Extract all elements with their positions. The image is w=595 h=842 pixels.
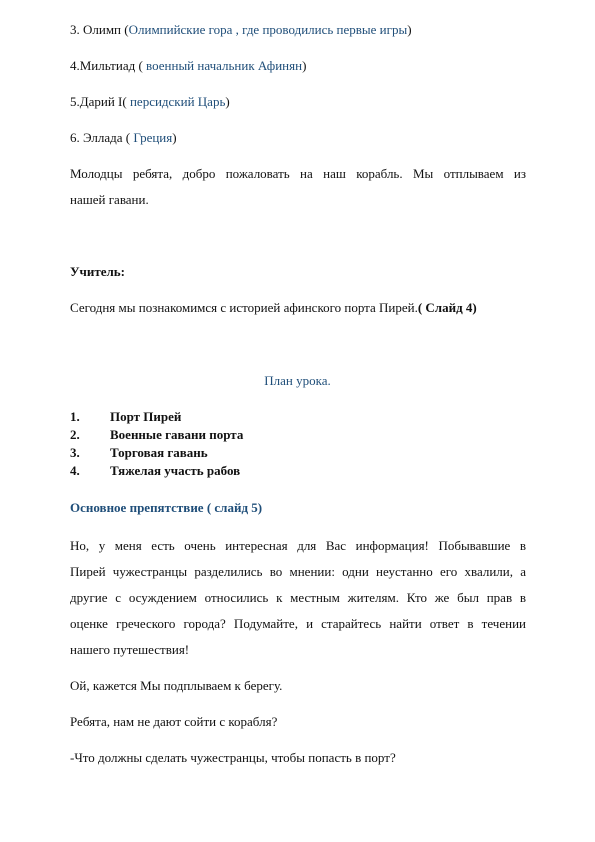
definition-darius: персидский Царь bbox=[129, 94, 226, 109]
plan-item: 4. Тяжелая участь рабов bbox=[70, 463, 241, 478]
teacher-label: Учитель: bbox=[70, 264, 126, 279]
paragraph-line: нашего путешествия! bbox=[70, 642, 190, 657]
slide-ref-4: ( Слайд 4) bbox=[417, 300, 477, 315]
paragraph-line: Пирей чужестранцы разделились во мнении: одни неустанно его хвалили, а bbox=[70, 564, 526, 579]
list-item-olimp: 3. Олимп (Олимпийские гора , где проводились первые игры) bbox=[70, 22, 412, 37]
list-item-miltiad: 4.Мильтиад ( военный начальник Афинян) bbox=[70, 58, 307, 73]
intro-line: Сегодня мы познакомимся с историей афинского порта Пирей.( Слайд 4) bbox=[70, 300, 477, 315]
obstacle-heading: Основное препятствие ( слайд 5) bbox=[70, 500, 263, 515]
list-item-darius: 5.Дарий I( персидский Царь) bbox=[70, 94, 230, 109]
plan-title: План урока. bbox=[264, 373, 331, 388]
definition-olimp: Олимпийские гора , где проводились первые игры bbox=[128, 22, 408, 37]
definition-ellada: Греция bbox=[133, 130, 173, 145]
paragraph-line: оценке греческого города? Подумайте, и старайтесь найти ответ в течении bbox=[70, 616, 526, 631]
definition-miltiad: военный начальник Афинян bbox=[146, 58, 303, 73]
plan-item: 3. Торговая гавань bbox=[70, 445, 208, 460]
closing-line: -Что должны сделать чужестранцы, чтобы попасть в порт? bbox=[70, 750, 396, 765]
welcome-line-1: Молодцы ребята, добро пожаловать на наш корабль. Мы отплываем из bbox=[70, 166, 526, 181]
closing-line: Ребята, нам не дают сойти с корабля? bbox=[70, 714, 278, 729]
plan-item: 2. Военные гавани порта bbox=[70, 427, 244, 442]
paragraph-line: другие с осуждением относились к местным жителям. Кто же был прав в bbox=[70, 590, 526, 605]
plan-item: 1. Порт Пирей bbox=[70, 409, 182, 424]
list-item-ellada: 6. Эллада ( Греция) bbox=[70, 130, 177, 145]
closing-line: Ой, кажется Мы подплываем к берегу. bbox=[70, 678, 283, 693]
welcome-line-2: нашей гавани. bbox=[70, 192, 149, 207]
paragraph-line: Но, у меня есть очень интересная для Вас информация! Побывавшие в bbox=[70, 538, 526, 553]
